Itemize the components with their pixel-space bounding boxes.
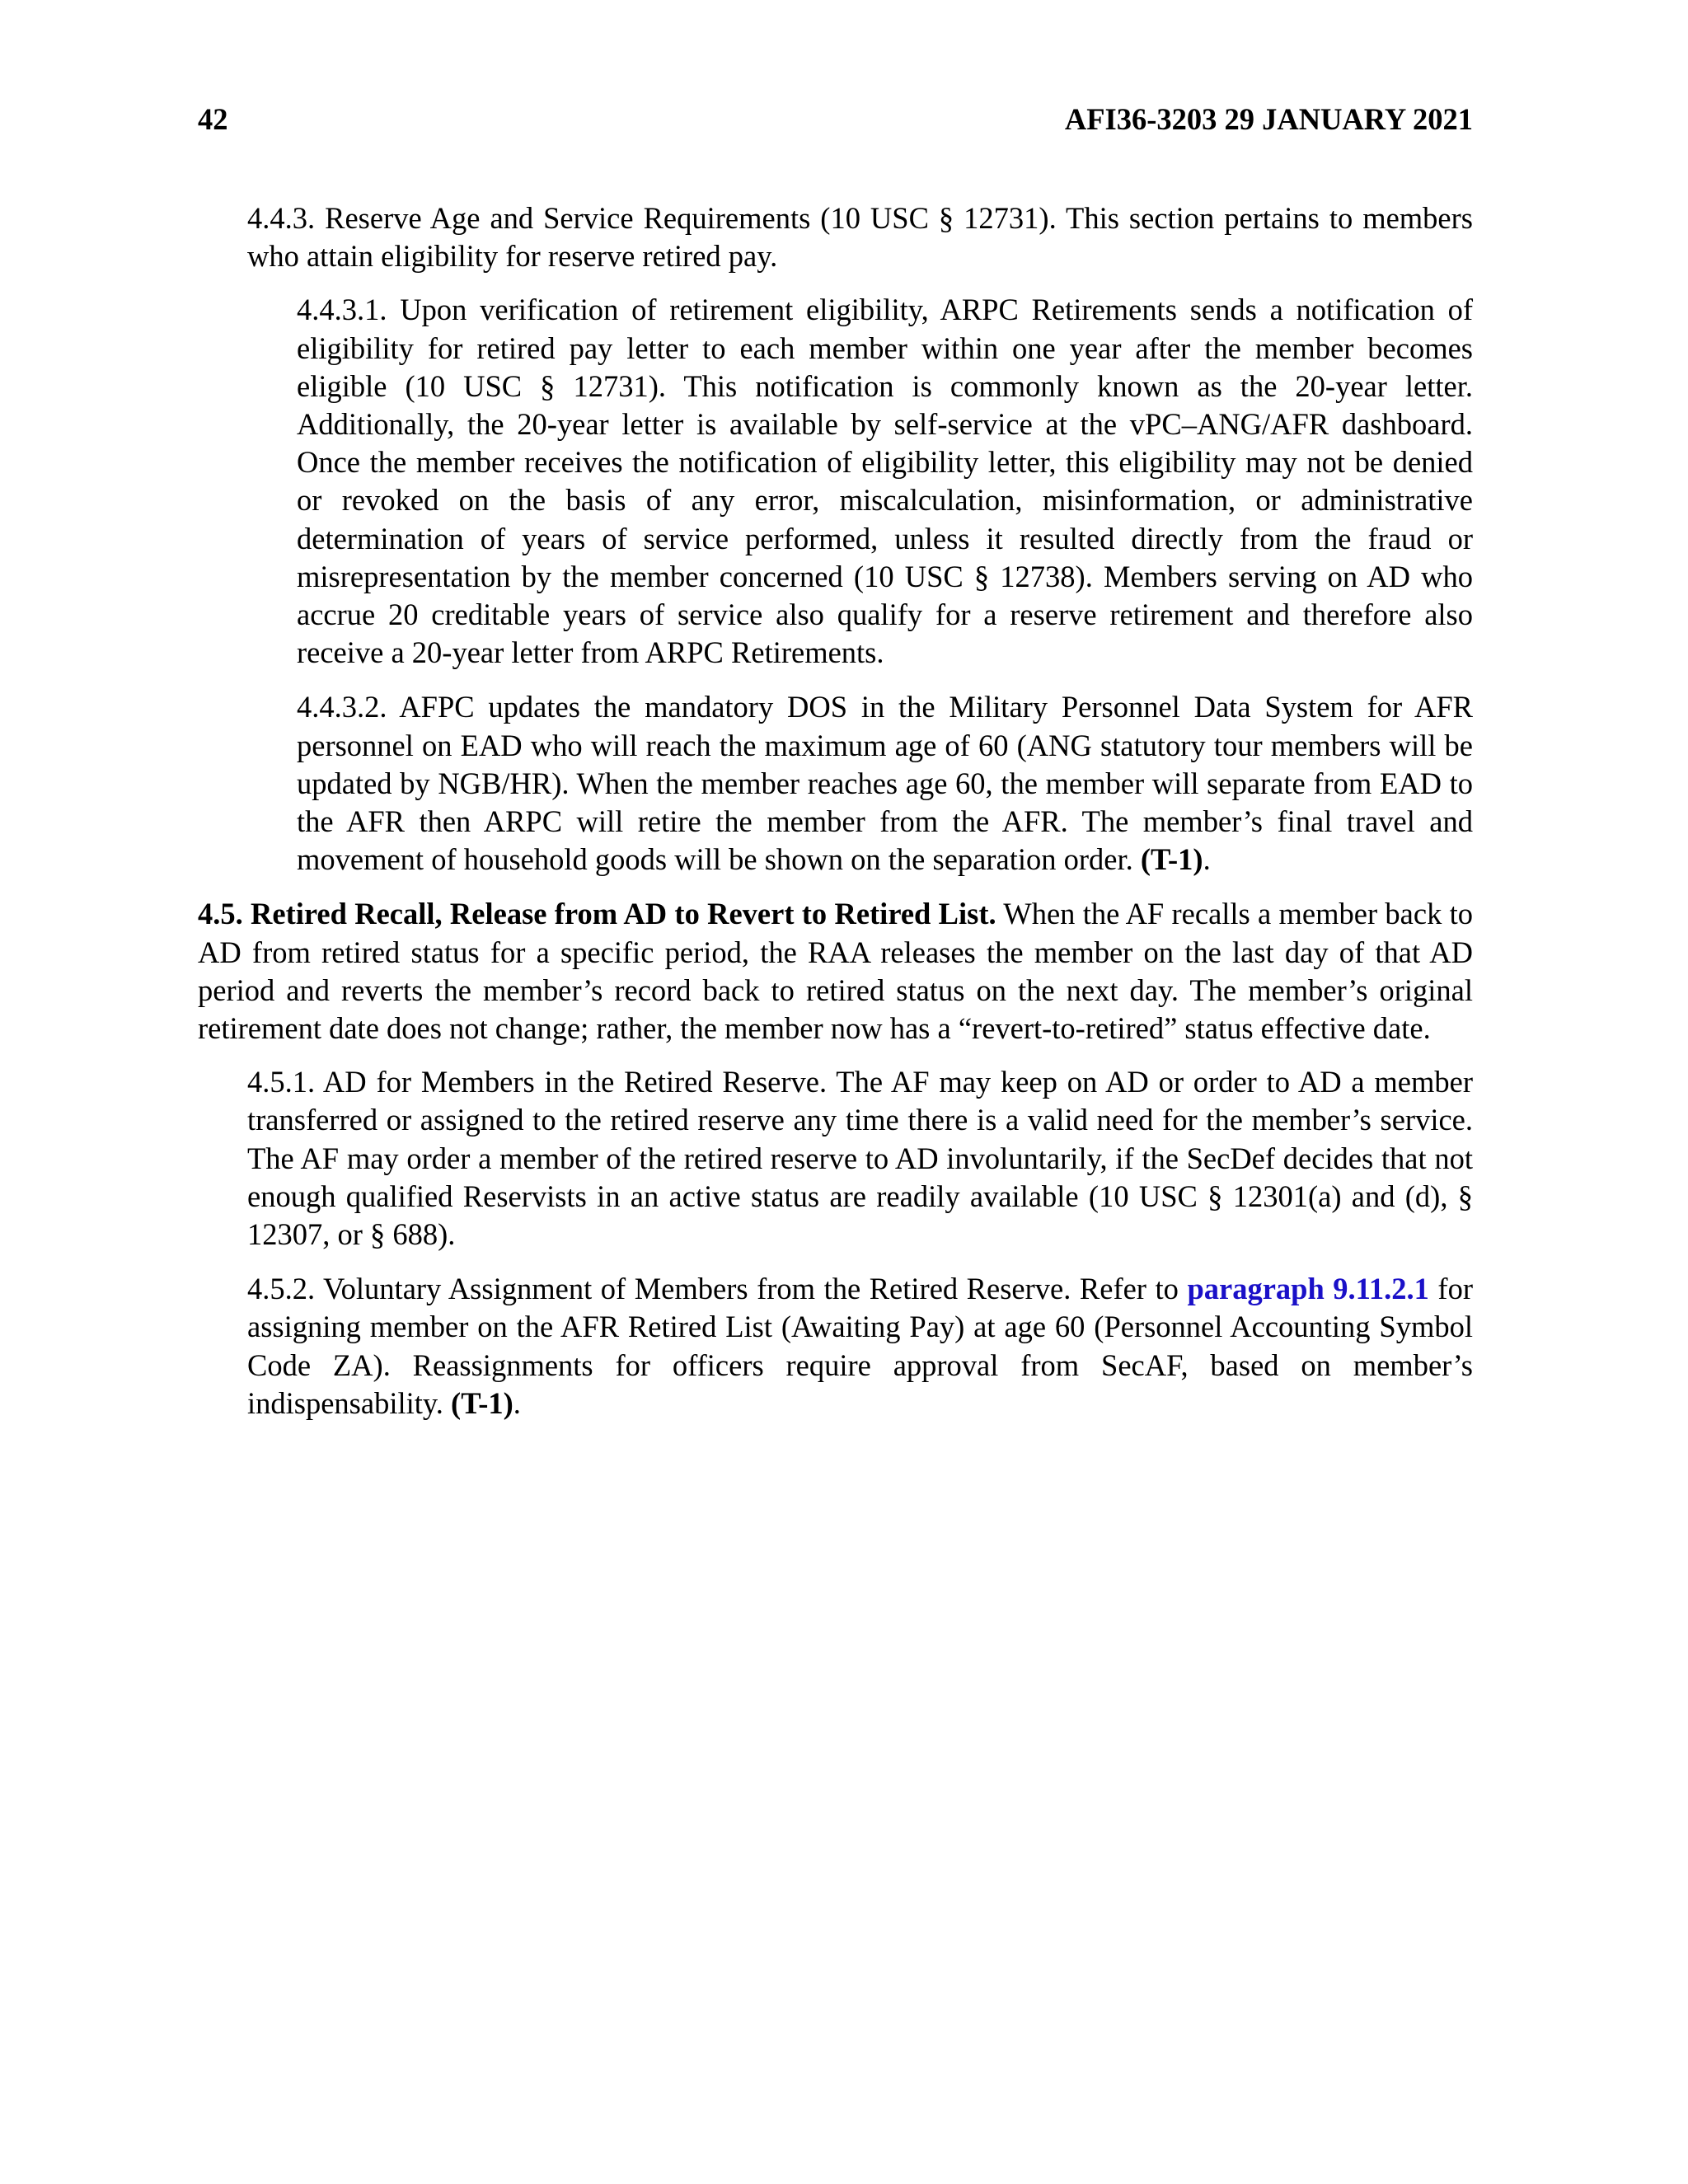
page-header	[198, 97, 1473, 142]
tier-waiver-label: (T-1)	[1140, 842, 1203, 877]
paragraph-text: 4.5.1. AD for Members in the Retired Reserve. The AF may keep on AD or order to AD a member transferred or assigned to the retired reserve any time there is a valid need for the member’s service. The AF may order a member of the retired reserve to AD involuntarily, if the SecDef decides that not enough qualified Reservists in an active status are readily available (10 USC § 12301(a) and (d), § 12307, or § 688).	[247, 1065, 1473, 1252]
tier-waiver-label: (T-1)	[451, 1385, 513, 1420]
paragraph-4-4-3-1	[297, 291, 1473, 672]
paragraph-text: 4.4.3.1. Upon verification of retirement eligibility, ARPC Retirements sends a notification of eligibility for retired pay letter to each member within one year after the member becomes eligible (10 USC § 12731). This notification is commonly known as the 20-year letter. Additionally, the 20-year letter is available by self-service at the vPC–ANG/AFR dashboard. Once the member receives the notification of eligibility letter, this eligibility may not be denied or revoked on the basis of any error, miscalculation, misinformation, or administrative determination of years of service performed, unless it resulted directly from the fraud or misrepresentation by the member concerned (10 USC § 12738). Members serving on AD who accrue 20 creditable years of service also qualify for a reserve retirement and therefore also receive a 20-year letter from ARPC Retirements.	[297, 293, 1473, 670]
paragraph-4-5-1	[247, 1063, 1473, 1254]
paragraph-text: 4.5.2. Voluntary Assignment of Members from the Retired Reserve. Refer to	[247, 1272, 1188, 1306]
paragraph-text: 4.4.3.2. AFPC updates the mandatory DOS in the Military Personnel Data System for AFR personnel on EAD who will reach the maximum age of 60 (ANG statutory tour members will be updated by NGB/HR). When the member reaches age 60, the member will separate from EAD to the AFR then ARPC will retire the member from the AFR. The member’s final travel and movement of household goods will be shown on the separation order.	[297, 690, 1473, 877]
paragraph-text: 4.4.3. Reserve Age and Service Requirements (10 USC § 12731). This section pertains to members who attain eligibility for reserve retired pay.	[247, 201, 1473, 274]
paragraph-4-4-3	[247, 199, 1473, 275]
paragraph-4-5-2	[247, 1270, 1473, 1422]
paragraph-text-continued: for assigning member on the AFR Retired List (Awaiting Pay) at age 60 (Personnel Accounting Symbol Code ZA). Reassignments for officers require approval from SecAF, based on member’s indispensability.	[247, 1272, 1473, 1420]
document-identifier: AFI36-3203 29 JANUARY 2021	[1064, 102, 1473, 136]
paragraph-text: When the AF recalls a member back to AD from retired status for a specific period, the RAA releases the member on the last day of that AD period and reverts the member’s record back to retired status on the next day. The member’s original retirement date does not change; rather, the member now has a “revert-to-retired” status effective date.	[198, 897, 1473, 1046]
page-number: 42	[198, 102, 228, 136]
paragraph-4-4-3-2	[297, 688, 1473, 879]
paragraph-4-5	[198, 895, 1473, 1047]
paragraph-reference-link[interactable]: paragraph 9.11.2.1	[1187, 1272, 1429, 1306]
section-heading: 4.5. Retired Recall, Release from AD to Revert to Retired List.	[198, 897, 996, 931]
paragraph-end: .	[1203, 842, 1211, 877]
document-body	[198, 199, 1473, 1422]
paragraph-end: .	[513, 1385, 521, 1420]
